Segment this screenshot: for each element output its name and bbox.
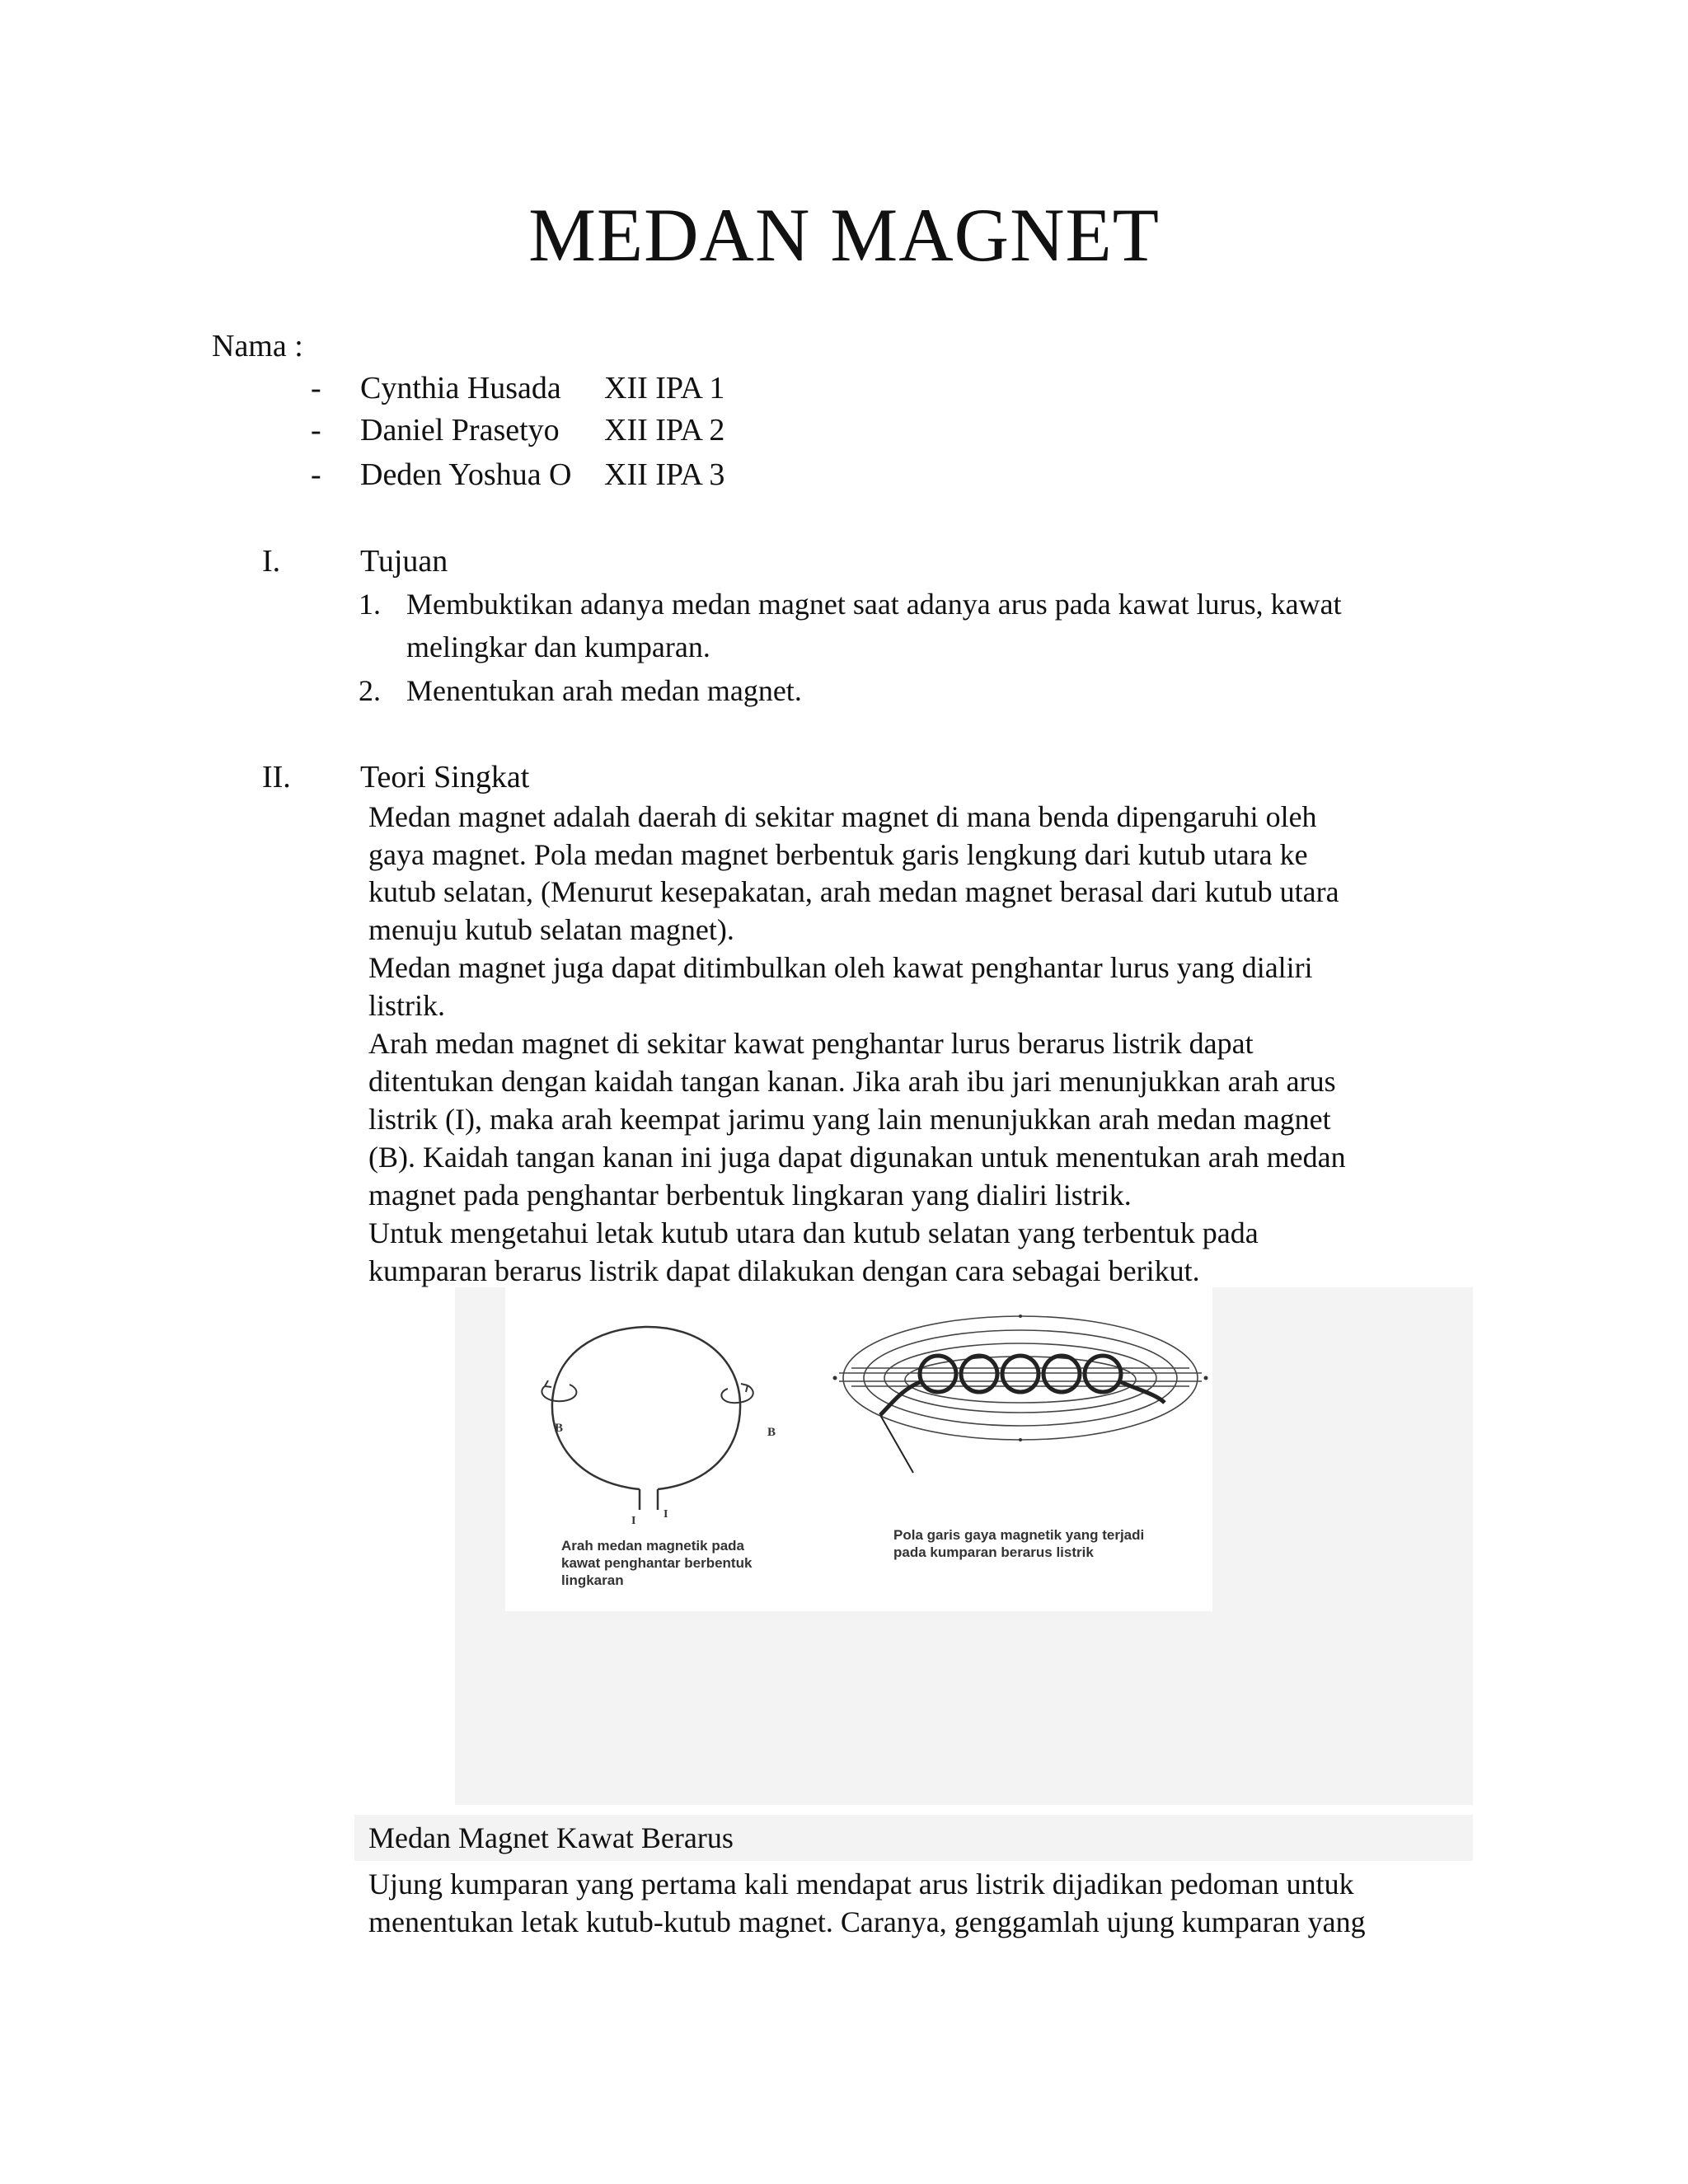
figure-caption-left: Arah medan magnetik pada kawat penghantar berbentuk lingkaran bbox=[561, 1538, 753, 1588]
section-numeral: II. bbox=[262, 760, 291, 794]
list-item-text: Membuktikan adanya medan magnet saat adanya arus pada kawat lurus, kawat bbox=[406, 588, 1342, 621]
circular-wire-diagram bbox=[542, 1327, 753, 1510]
list-item-text: melingkar dan kumparan. bbox=[406, 630, 710, 663]
label-b-right: B bbox=[767, 1426, 776, 1439]
body-line: Medan magnet adalah daerah di sekitar magnet di mana benda dipengaruhi oleh bbox=[368, 800, 1317, 833]
body-line: (B). Kaidah tangan kanan ini juga dapat digunakan untuk menentukan arah medan bbox=[368, 1141, 1346, 1174]
section-heading: Teori Singkat bbox=[360, 760, 530, 794]
field-line-dots bbox=[833, 1315, 1208, 1441]
list-item-number: 1. bbox=[359, 588, 381, 621]
body-line: listrik (I), maka arah keempat jarimu yang lain menunjukkan arah medan magnet bbox=[368, 1103, 1331, 1136]
member-class: XII IPA 3 bbox=[604, 457, 725, 492]
section-heading: Tujuan bbox=[360, 544, 448, 579]
body-line: Untuk mengetahui letak kutub utara dan kutub selatan yang terbentuk pada bbox=[368, 1216, 1259, 1249]
body-line: kutub selatan, (Menurut kesepakatan, arah medan magnet berasal dari kutub utara bbox=[368, 875, 1339, 908]
figure-panel bbox=[505, 1287, 1212, 1611]
page-title: MEDAN MAGNET bbox=[528, 193, 1160, 277]
member-class: XII IPA 1 bbox=[604, 371, 725, 405]
section-numeral: I. bbox=[262, 544, 281, 579]
nama-label: Nama : bbox=[212, 329, 303, 363]
figure-caption-right: Pola garis gaya magnetik yang terjadi pada kumparan berarus listrik bbox=[893, 1527, 1145, 1560]
list-item-number: 2. bbox=[359, 674, 381, 707]
member-dash: - bbox=[311, 413, 321, 448]
body-line: magnet pada penghantar berbentuk lingkaran yang dialiri listrik. bbox=[368, 1179, 1132, 1212]
member-class: XII IPA 2 bbox=[604, 413, 725, 448]
body-line: menuju kutub selatan magnet). bbox=[368, 913, 734, 946]
body-line: ditentukan dengan kaidah tangan kanan. Jika arah ibu jari menunjukkan arah arus bbox=[368, 1065, 1336, 1098]
label-i-right: I bbox=[663, 1508, 668, 1521]
body-line: menentukan letak kutub-kutub magnet. Caranya, genggamlah ujung kumparan yang bbox=[368, 1905, 1366, 1938]
member-dash: - bbox=[311, 371, 321, 405]
body-line: Ujung kumparan yang pertama kali mendapat arus listrik dijadikan pedoman untuk bbox=[368, 1868, 1354, 1900]
label-i-left: I bbox=[631, 1515, 636, 1527]
body-line: gaya magnet. Pola medan magnet berbentuk garis lengkung dari kutub utara ke bbox=[368, 838, 1308, 871]
body-line: Arah medan magnet di sekitar kawat penghantar lurus berarus listrik dapat bbox=[368, 1027, 1254, 1060]
member-name: Deden Yoshua O bbox=[360, 457, 572, 492]
body-line: kumparan berarus listrik dapat dilakukan dengan cara sebagai berikut. bbox=[368, 1254, 1200, 1287]
member-name: Cynthia Husada bbox=[360, 371, 561, 405]
body-line: listrik. bbox=[368, 989, 446, 1022]
label-b-left: B bbox=[555, 1422, 564, 1435]
section-subheading: Medan Magnet Kawat Berarus bbox=[368, 1821, 734, 1854]
member-name: Daniel Prasetyo bbox=[360, 413, 560, 448]
member-dash: - bbox=[311, 457, 321, 492]
list-item-text: Menentukan arah medan magnet. bbox=[406, 674, 802, 707]
solenoid-diagram bbox=[839, 1316, 1202, 1440]
body-line: Medan magnet juga dapat ditimbulkan oleh kawat penghantar lurus yang dialiri bbox=[368, 951, 1313, 984]
